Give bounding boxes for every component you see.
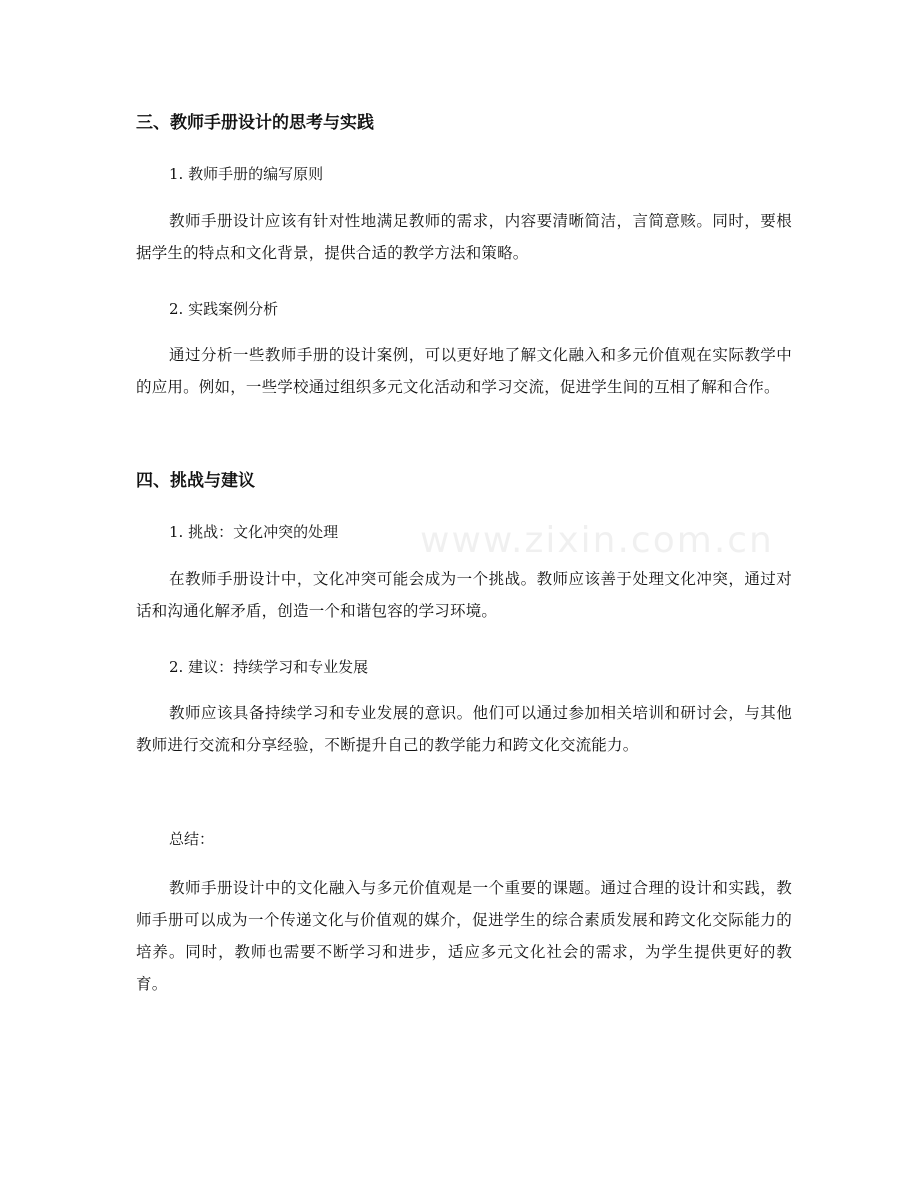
section-3-item-1-body: 教师手册设计应该有针对性地满足教师的需求，内容要清晰简洁，言简意赅。同时，要根据学生的特点和文化背景，提供合适的教学方法和策略。 [136,212,792,262]
summary-body: 教师手册设计中的文化融入与多元价值观是一个重要的课题。通过合理的设计和实践，教师手册可以成为一个传递文化与价值观的媒介，促进学生的综合素质发展和跨文化交际能力的培养。同时，教师也需要不断学习和进步，适应多元文化社会的需求，为学生提供更好的教育。 [136,879,792,993]
watermark: www.zixin.com.cn [420,520,774,561]
section-3-item-1-title: 1. 教师手册的编写原则 [169,165,324,183]
section-4-heading: 四、挑战与建议 [136,471,255,491]
section-4-item-2-body: 教师应该具备持续学习和专业发展的意识。他们可以通过参加相关培训和研讨会，与其他教师进行交流和分享经验，不断提升自己的教学能力和跨文化交流能力。 [136,704,792,754]
section-3-heading: 三、教师手册设计的思考与实践 [136,113,374,133]
section-3-item-2-body: 通过分析一些教师手册的设计案例，可以更好地了解文化融入和多元价值观在实际教学中的应用。例如，一些学校通过组织多元文化活动和学习交流，促进学生间的互相了解和合作。 [136,346,792,396]
section-4-item-1-title: 1. 挑战：文化冲突的处理 [169,523,339,541]
section-4-item-1-body: 在教师手册设计中，文化冲突可能会成为一个挑战。教师应该善于处理文化冲突，通过对话和沟通化解矛盾，创造一个和谐包容的学习环境。 [136,570,792,620]
summary-label: 总结： [169,830,215,848]
section-3-item-2-title: 2. 实践案例分析 [169,300,279,318]
section-4-item-2-title: 2. 建议：持续学习和专业发展 [169,658,369,676]
